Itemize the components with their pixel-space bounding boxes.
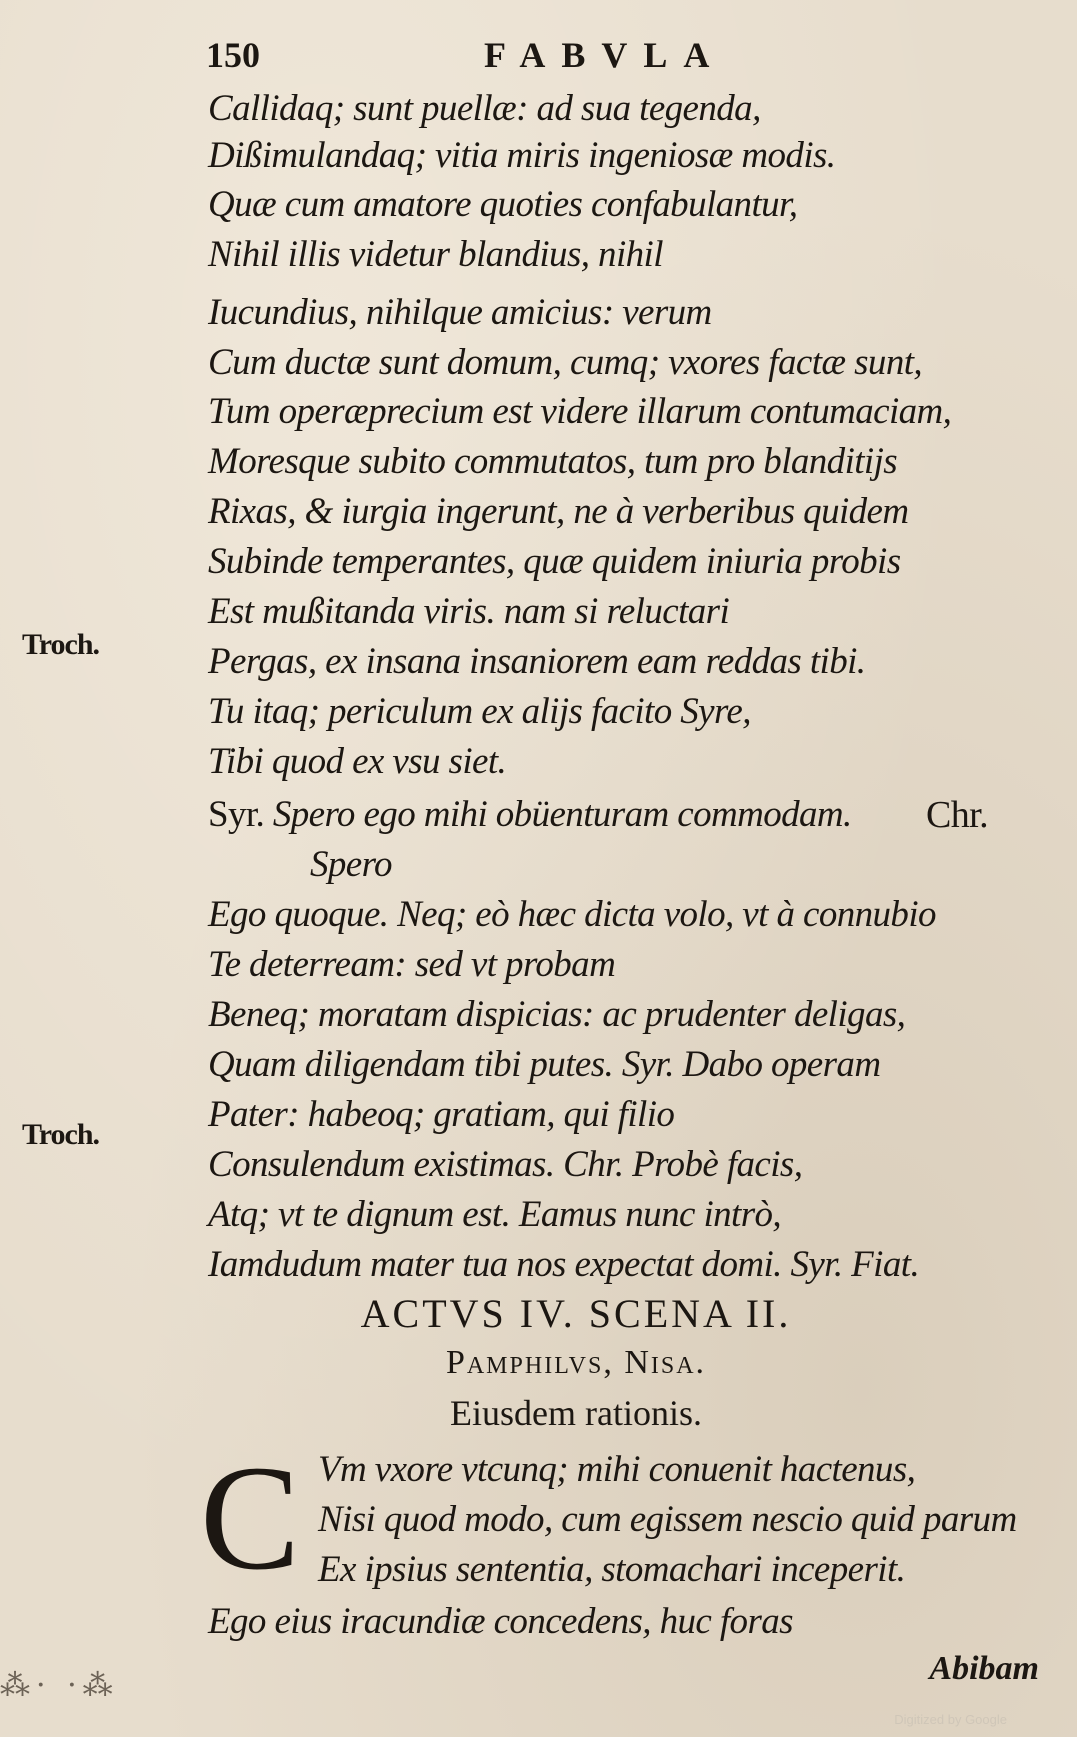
verse-line: Ego quoque. Neq; eò hæc dicta volo, vt à connubio — [208, 894, 936, 935]
verse-line: Nihil illis videtur blandius, nihil — [208, 234, 663, 275]
verse-line: Quæ cum amatore quoties confabulantur, — [208, 184, 798, 225]
catchword: Abibam — [929, 1650, 1039, 1687]
margin-note: Troch. — [22, 628, 100, 661]
verse-line: Beneq; moratam dispicias: ac prudenter deligas, — [208, 994, 906, 1035]
page-number: 150 — [206, 35, 260, 75]
verse-line: Iucundius, nihilque amicius: verum — [208, 292, 712, 333]
verse-line: Est mußitanda viris. nam si reluctari — [208, 591, 730, 632]
verse-line: Ego eius iracundiæ concedens, huc foras — [208, 1601, 793, 1642]
verse-line: Tum operæprecium est videre illarum contumaciam, — [208, 391, 952, 432]
verse-line: Subinde temperantes, quæ quidem iniuria probis — [208, 541, 901, 582]
speech-line — [208, 790, 1048, 840]
scene-heading: ACTVS IV. SCENA II. — [360, 1291, 792, 1336]
verse-line: Te deterream: sed vt probam — [208, 944, 616, 985]
verse-line: Pater: habeoq; gratiam, qui filio — [208, 1094, 675, 1135]
speaker-label: Syr. — [208, 794, 265, 835]
verse-line: Ex ipsius sententia, stomachari inceperit. — [318, 1549, 906, 1590]
scene-persons: Pamphilvs, Nisa. — [445, 1344, 707, 1381]
drop-cap: C — [200, 1435, 301, 1601]
verse-line: Cum ductæ sunt domum, cumq; vxores factæ sunt, — [208, 342, 923, 383]
ornament: ⁂· ·⁂ — [0, 1668, 119, 1703]
speaker-label: Chr. — [925, 794, 988, 836]
margin-note: Troch. — [22, 1118, 100, 1151]
verse-line: Quam diligendam tibi putes. Syr. Dabo operam — [208, 1044, 881, 1085]
verse-line: Spero — [310, 844, 392, 885]
verse-line: Callidaq; sunt puellæ: ad sua tegenda, — [208, 88, 761, 129]
verse-line: Iamdudum mater tua nos expectat domi. Syr. Fiat. — [208, 1244, 920, 1285]
verse-line: Pergas, ex insana insaniorem eam reddas tibi. — [208, 641, 866, 682]
verse-line: Tu itaq; periculum ex alijs facito Syre, — [208, 691, 751, 732]
verse-line: Moresque subito commutatos, tum pro blanditijs — [208, 441, 898, 482]
verse-line: Vm vxore vtcunq; mihi conuenit hactenus, — [318, 1449, 916, 1490]
verse-line: Consulendum existimas. Chr. Probè facis, — [208, 1144, 803, 1185]
verse-line: Atq; vt te dignum est. Eamus nunc intrò, — [208, 1194, 782, 1235]
watermark: Digitized by Google — [894, 1712, 1007, 1727]
verse-line: Dißimulandaq; vitia miris ingeniosæ modis. — [208, 135, 836, 176]
verse-line: Tibi quod ex vsu siet. — [208, 741, 507, 782]
speech-text: Spero ego mihi obüenturam commodam. — [272, 794, 852, 835]
scene-meter: Eiusdem rationis. — [450, 1393, 702, 1433]
page-header — [206, 28, 766, 78]
running-head: FABVLA — [484, 35, 726, 75]
verse-line: Nisi quod modo, cum egissem nescio quid parum — [318, 1499, 1017, 1540]
verse-line: Rixas, & iurgia ingerunt, ne à verberibus quidem — [208, 491, 909, 532]
